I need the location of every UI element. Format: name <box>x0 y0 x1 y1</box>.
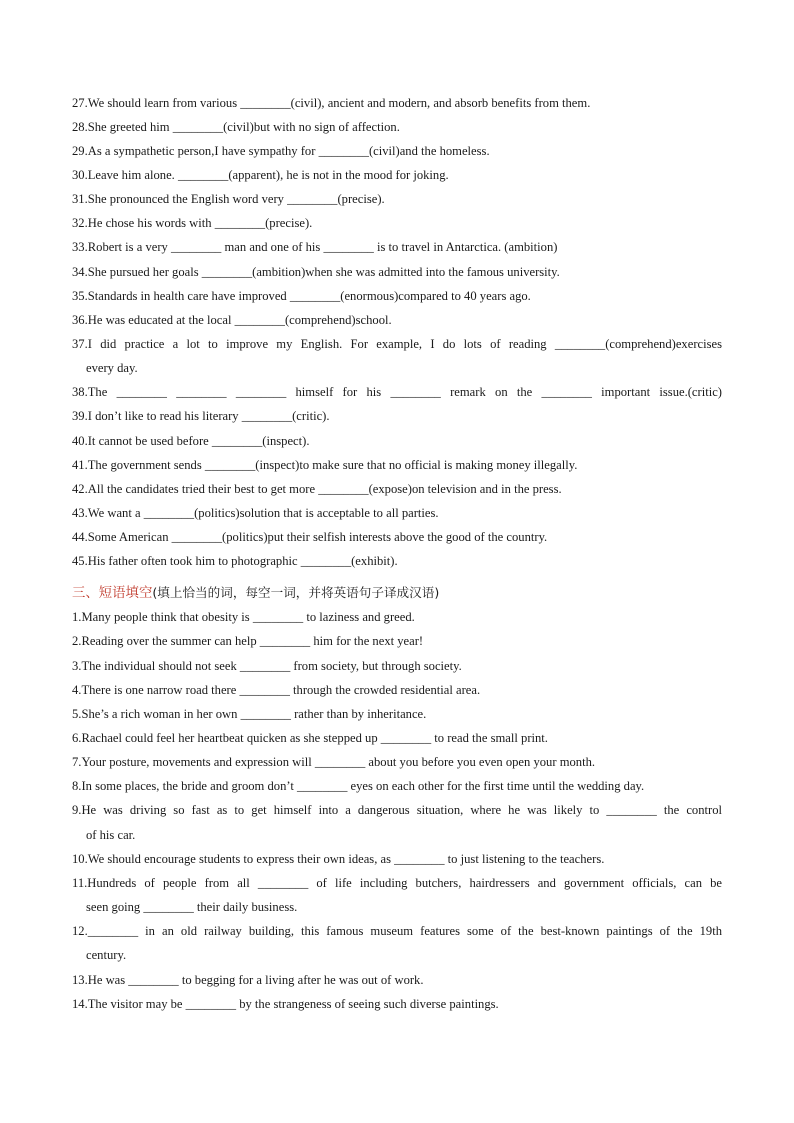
phrase-question-6: 6.Rachael could feel her heartbeat quicken as she stepped up ________ to read the small print. <box>72 731 548 745</box>
question-27: 27.We should learn from various ________(civil), ancient and modern, and absorb benefits from them. <box>72 96 591 110</box>
section-3-number: 三、 <box>72 586 99 601</box>
question-33: 33.Robert is a very ________ man and one of his ________ is to travel in Antarctica. (ambition) <box>72 240 558 254</box>
question-45: 45.His father often took him to photographic ________(exhibit). <box>72 554 398 568</box>
section-3-title: 短语填空 <box>98 586 153 601</box>
phrase-question-11: 11.Hundreds of people from all ________ of life including butchers, hairdressers and government officials, can be <box>72 876 722 890</box>
phrase-question-5: 5.She’s a rich woman in her own ________ rather than by inheritance. <box>72 707 427 721</box>
question-37-continuation: every day. <box>86 361 138 375</box>
question-37: 37.I did practice a lot to improve my English. For example, I do lots of reading ________(comprehend)exercises <box>72 337 722 351</box>
question-29: 29.As a sympathetic person,I have sympathy for ________(civil)and the homeless. <box>72 144 490 158</box>
phrase-question-13: 13.He was ________ to begging for a living after he was out of work. <box>72 973 424 987</box>
phrase-question-8: 8.In some places, the bride and groom don’t ________ eyes on each other for the first time until the wedding day. <box>72 779 645 793</box>
phrase-question-12-continuation: century. <box>86 948 127 962</box>
question-41: 41.The government sends ________(inspect)to make sure that no official is making money illegally. <box>72 458 578 472</box>
question-34: 34.She pursued her goals ________(ambition)when she was admitted into the famous university. <box>72 265 560 279</box>
question-38: 38.The ________ ________ ________ himself for his ________ remark on the ________ important issue.(critic) <box>72 385 722 399</box>
question-35: 35.Standards in health care have improved ________(enormous)compared to 40 years ago. <box>72 289 531 303</box>
question-44: 44.Some American ________(politics)put their selfish interests above the good of the country. <box>72 530 548 544</box>
question-31: 31.She pronounced the English word very ________(precise). <box>72 192 385 206</box>
section-3-instructions: (填上恰当的词，每空一词，并将英语句子译成汉语) <box>152 585 440 600</box>
phrase-question-9: 9.He was driving so fast as to get himself into a dangerous situation, where he was likely to ________ the control <box>72 803 722 817</box>
section-3-heading <box>72 584 439 603</box>
phrase-question-3: 3.The individual should not seek ________ from society, but through society. <box>72 659 462 673</box>
phrase-question-1: 1.Many people think that obesity is ________ to laziness and greed. <box>72 610 415 624</box>
question-40: 40.It cannot be used before ________(inspect). <box>72 434 310 448</box>
question-28: 28.She greeted him ________(civil)but with no sign of affection. <box>72 120 400 134</box>
phrase-question-4: 4.There is one narrow road there ________ through the crowded residential area. <box>72 683 481 697</box>
question-43: 43.We want a ________(politics)solution that is acceptable to all parties. <box>72 506 439 520</box>
phrase-question-9-continuation: of his car. <box>86 828 136 842</box>
question-36: 36.He was educated at the local ________(comprehend)school. <box>72 313 392 327</box>
phrase-question-14: 14.The visitor may be ________ by the strangeness of seeing such diverse paintings. <box>72 997 499 1011</box>
phrase-question-10: 10.We should encourage students to express their own ideas, as ________ to just listening to the teachers. <box>72 852 605 866</box>
phrase-question-7: 7.Your posture, movements and expression will ________ about you before you even open your month. <box>72 755 596 769</box>
phrase-question-12: 12.________ in an old railway building, this famous museum features some of the best-known paintings of the 19th <box>72 924 722 938</box>
question-32: 32.He chose his words with ________(precise). <box>72 216 313 230</box>
phrase-question-11-continuation: seen going ________ their daily business. <box>86 900 298 914</box>
question-42: 42.All the candidates tried their best to get more ________(expose)on television and in the press. <box>72 482 562 496</box>
question-39: 39.I don’t like to read his literary ________(critic). <box>72 409 330 423</box>
question-30: 30.Leave him alone. ________(apparent), he is not in the mood for joking. <box>72 168 449 182</box>
phrase-question-2: 2.Reading over the summer can help ________ him for the next year! <box>72 634 424 648</box>
